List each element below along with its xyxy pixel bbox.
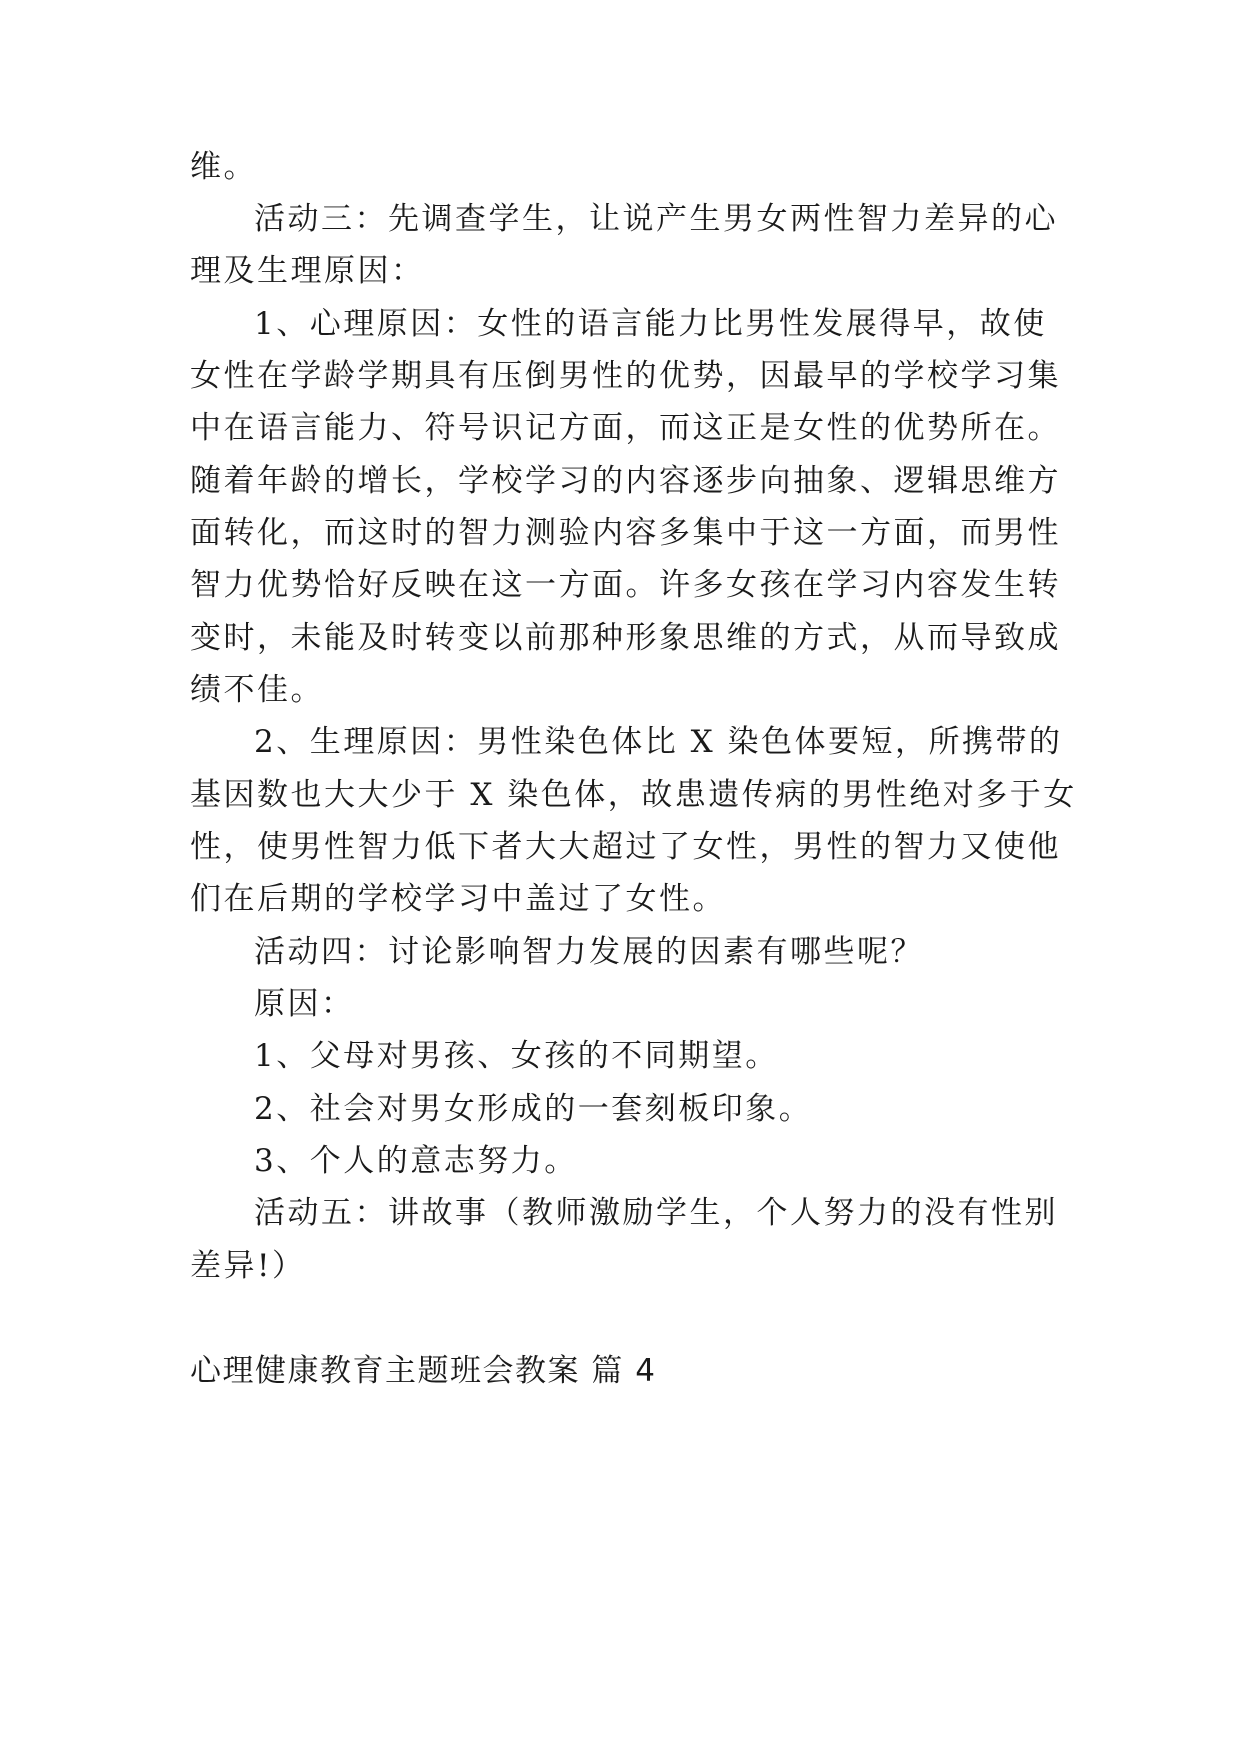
text-line: 1、父母对男孩、女孩的不同期望。 — [254, 1038, 779, 1074]
text-line: 智力优势恰好反映在这一方面。许多女孩在学习内容发生转 — [190, 567, 1061, 603]
text-line: 3、个人的意志努力。 — [254, 1143, 578, 1179]
text-line: 活动四：讨论影响智力发展的因素有哪些呢？ — [254, 934, 924, 970]
text-line: 面转化，而这时的智力测验内容多集中于这一方面，而男性 — [190, 515, 1061, 551]
text-line: 1、心理原因：女性的语言能力比男性发展得早，故使 — [254, 306, 1047, 342]
text-line: 原因： — [254, 986, 355, 1022]
text-line: 们在后期的学校学习中盖过了女性。 — [190, 881, 726, 917]
text-line: 2、社会对男女形成的一套刻板印象。 — [254, 1091, 813, 1127]
text-line: 活动三：先调查学生，让说产生男女两性智力差异的心 — [254, 201, 1058, 237]
text-line: 差异!） — [190, 1248, 306, 1284]
text-line: 随着年龄的增长，学校学习的内容逐步向抽象、逻辑思维方 — [190, 463, 1061, 499]
text-line: 活动五：讲故事（教师激励学生，个人努力的没有性别 — [254, 1195, 1058, 1231]
text-line: 变时，未能及时转变以前那种形象思维的方式，从而导致成 — [190, 620, 1061, 656]
text-line: 理及生理原因： — [190, 253, 425, 289]
text-line: 维。 — [190, 149, 257, 185]
text-line: 2、生理原因：男性染色体比 X 染色体要短，所携带的 — [254, 724, 1063, 760]
section-heading: 心理健康教育主题班会教案 篇 4 — [190, 1353, 657, 1389]
text-line: 中在语言能力、符号识记方面，而这正是女性的优势所在。 — [190, 410, 1061, 446]
text-line: 女性在学龄学期具有压倒男性的优势，因最早的学校学习集 — [190, 358, 1061, 394]
text-line: 绩不佳。 — [190, 672, 324, 708]
text-line: 性，使男性智力低下者大大超过了女性，男性的智力又使他 — [190, 829, 1061, 865]
text-line: 基因数也大大少于 X 染色体，故患遗传病的男性绝对多于女 — [190, 777, 1077, 813]
